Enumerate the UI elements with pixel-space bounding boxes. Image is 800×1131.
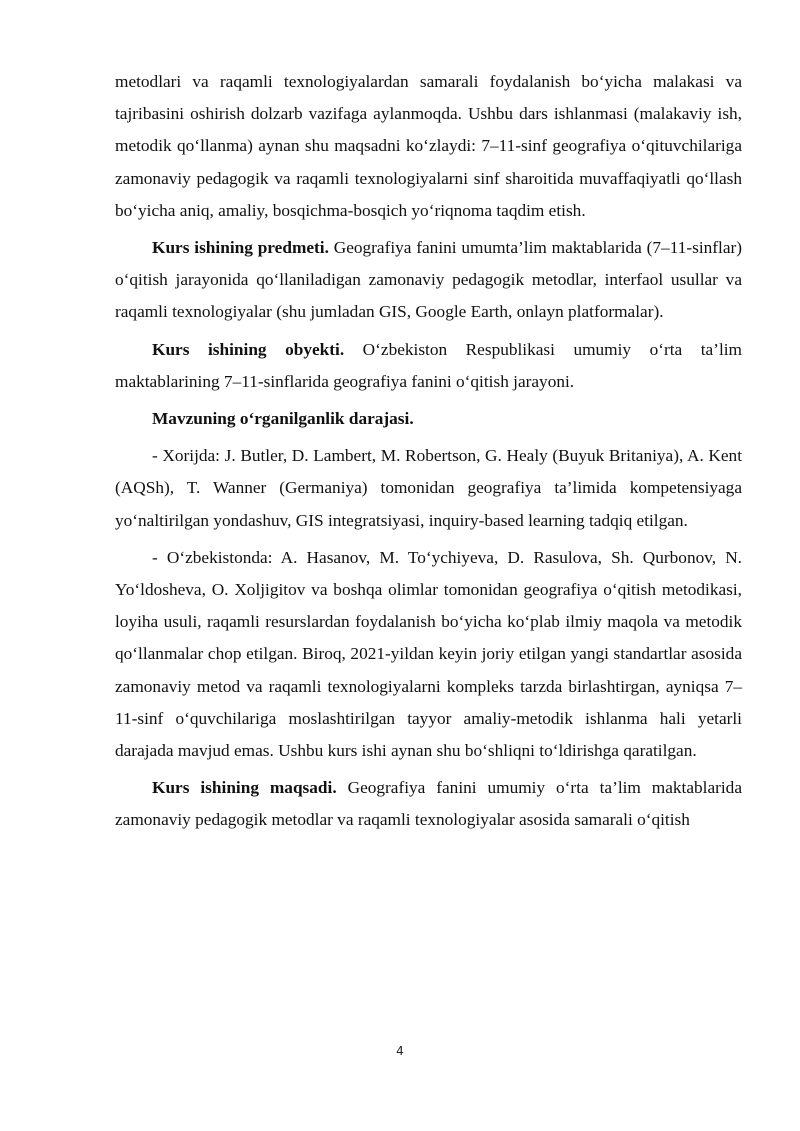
obyekt-text: Oʻzbekiston Respublikasi umumiy oʻrta ta’lim maktablarining 7–11-sinflarida geografiya fanini oʻqitish jarayoni. xyxy=(115,339,742,391)
predmet-text: Geografiya fanini umumta’lim maktablarida (7–11-sinflar) oʻqitish jarayonida qoʻllaniladigan zamonaviy pedagogik metodlar, interfaol usullar va raqamli texnologiyalar (shu jumladan GIS, Google Earth, onlayn platformalar). xyxy=(115,238,742,322)
paragraph-xorijda: - Xorijda: J. Butler, D. Lambert, M. Robertson, G. Healy (Buyuk Britaniya), A. Kent (AQSh), T. Wanner (Germaniya) tomonidan geografiya ta’limida kompetensiyaga yoʻnaltirilgan yondashuv, GIS integratsiyasi, inquiry-based learning tadqiq etilgan. xyxy=(115,446,742,530)
paragraph-intro-continuation: metodlari va raqamli texnologiyalardan samarali foydalanish boʻyicha malakasi va tajribasini oshirish dolzarb vazifaga aylanmoqda. Ushbu dars ishlanmasi (malakaviy ish, metodik qoʻllanma) aynan shu maqsadni koʻzlaydi: 7–11-sinf geografiya oʻqituvchilariga zamonaviy pedagogik va raqamli texnologiyalarni sinf sharoitida muvaffaqiyatli qoʻllash boʻyicha aniq, amaliy, bosqichma-bosqich yoʻriqnoma taqdim etish. xyxy=(115,72,742,220)
paragraph-maqsad xyxy=(115,772,742,836)
obyekt-label: Kurs ishining obyekti. xyxy=(152,339,345,359)
maqsad-text: Geografiya fanini umumiy oʻrta ta’lim maktablarida zamonaviy pedagogik metodlar va raqamli texnologiyalar asosida samarali oʻqitish xyxy=(115,778,742,830)
paragraph-uzbekistonda: - Oʻzbekistonda: A. Hasanov, M. Toʻychiyeva, D. Rasulova, Sh. Qurbonov, N. Yoʻldosheva, O. Xoljigitov va boshqa olimlar tomonidan geografiya oʻqitish metodikasi, loyiha usuli, raqamli resurslardan foydalanish boʻyicha koʻplab ilmiy maqola va metodik qoʻllanmalar chop etilgan. Biroq, 2021-yildan keyin joriy etilgan yangi standartlar asosida zamonaviy metod va raqamli texnologiyalarni kompleks tarzda birlashtirgan, ayniqsa 7–11-sinf oʻquvchilariga moslashtirilgan tayyor amaliy-metodik ishlanma hali yetarli darajada mavjud emas. Ushbu kurs ishi aynan shu boʻshliqni toʻldirishga qaratilgan. xyxy=(115,547,742,761)
paragraph-obyekt xyxy=(115,334,742,398)
maqsad-label: Kurs ishining maqsadi. xyxy=(152,778,337,798)
page-number: 4 xyxy=(396,1044,404,1058)
document-page xyxy=(115,66,742,842)
section-heading-darajasi xyxy=(115,403,742,435)
predmet-label: Kurs ishining predmeti. xyxy=(152,238,329,258)
paragraph-predmet xyxy=(115,232,742,329)
darajasi-heading: Mavzuning oʻrganilganlik darajasi. xyxy=(152,409,414,429)
